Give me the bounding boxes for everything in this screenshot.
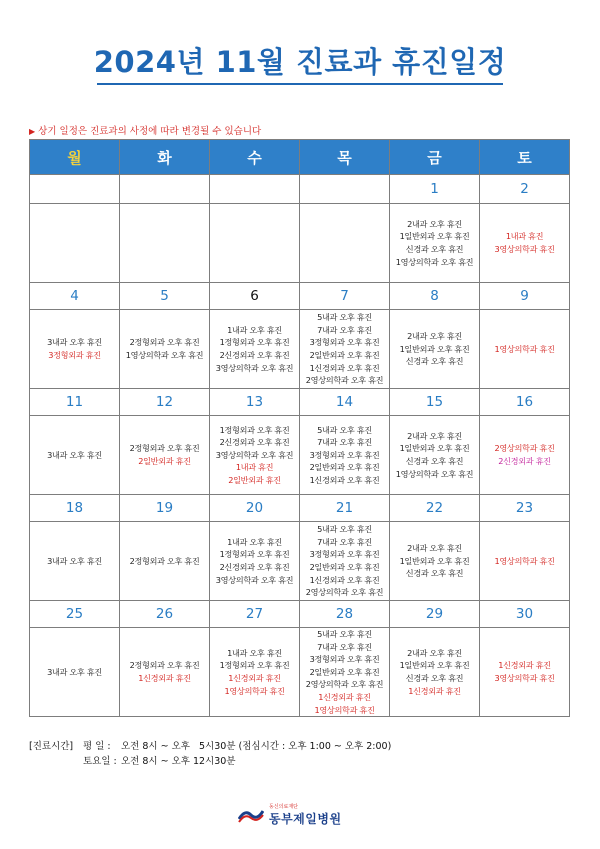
day-number: 26: [120, 601, 210, 628]
schedule-row: [30, 416, 570, 495]
day-number: 15: [390, 389, 480, 416]
closure-entry: 1정형외과 오후 휴진: [219, 660, 290, 671]
hours-spacer: [29, 754, 83, 769]
closure-entry: 5내과 오후 휴진: [317, 312, 372, 323]
weekday-mon: 월: [30, 140, 120, 175]
day-number: 5: [120, 283, 210, 310]
closure-entry: 2정형외과 오후 휴진: [129, 443, 200, 454]
day-number: 4: [30, 283, 120, 310]
day-schedule: [210, 204, 300, 283]
logo-name: 동부제일병원: [269, 812, 342, 826]
closure-entry: 3정형외과 휴진: [48, 350, 101, 360]
closure-entry: 3내과 오후 휴진: [47, 449, 102, 460]
day-schedule: [480, 310, 570, 389]
closure-entry: 신경과 오후 휴진: [405, 356, 464, 367]
closure-entry: 1정형외과 오후 휴진: [219, 424, 290, 435]
closure-entry: 5내과 오후 휴진: [317, 424, 372, 435]
weekday-sat: 토: [480, 140, 570, 175]
closure-entry: 1영상의학과 오후 휴진: [395, 256, 474, 267]
date-row: [30, 601, 570, 628]
date-row: [30, 283, 570, 310]
closure-entry: 신경과 오후 휴진: [405, 568, 464, 579]
closure-entry: 2영상의학과 오후 휴진: [305, 679, 384, 690]
closure-entry: 1신경외과 오후 휴진: [309, 574, 380, 585]
day-number: 27: [210, 601, 300, 628]
closure-entry: 2영상의학과 오후 휴진: [305, 375, 384, 386]
day-number: 20: [210, 495, 300, 522]
day-schedule: [120, 310, 210, 389]
notice: [29, 123, 261, 137]
closure-entry: 2내과 오후 휴진: [407, 430, 462, 441]
closure-entry: 3내과 오후 휴진: [47, 337, 102, 348]
day-schedule: [300, 522, 390, 601]
day-schedule: [210, 310, 300, 389]
day-schedule: [120, 628, 210, 717]
day-schedule: [30, 628, 120, 717]
day-schedule: [390, 628, 480, 717]
closure-entry: 2정형외과 오후 휴진: [129, 337, 200, 348]
day-number: 16: [480, 389, 570, 416]
schedule-row: [30, 522, 570, 601]
closure-entry: 2정형외과 오후 휴진: [129, 555, 200, 566]
day-schedule: [30, 310, 120, 389]
closure-entry: 7내과 오후 휴진: [317, 536, 372, 547]
closure-entry: 1일반외과 오후 휴진: [399, 343, 470, 354]
title-underline: [97, 83, 503, 85]
closure-entry: 1영상의학과 휴진: [494, 555, 555, 566]
day-schedule: [390, 204, 480, 283]
closure-entry: 1신경외과 휴진: [318, 691, 371, 702]
weekday-header-row: [30, 140, 570, 175]
closure-entry: 2내과 오후 휴진: [407, 331, 462, 342]
closure-entry: 2일반외과 휴진: [138, 456, 191, 466]
closure-entry: 7내과 오후 휴진: [317, 324, 372, 335]
closure-entry: 2일반외과 오후 휴진: [309, 562, 380, 572]
day-number: 21: [300, 495, 390, 522]
date-row: [30, 175, 570, 204]
closure-entry: 2영상의학과 휴진: [494, 443, 555, 454]
closure-entry: 2신경외과 오후 휴진: [219, 437, 290, 448]
hours-weekday-value: 오전 8시 ~ 오후 5시30분 (점심시간 : 오후 1:00 ~ 오후 2:00): [121, 741, 392, 752]
closure-entry: 5내과 오후 휴진: [317, 524, 372, 535]
closure-entry: 1신경외과 휴진: [498, 660, 551, 671]
closure-entry: 3영상의학과 휴진: [494, 673, 555, 684]
weekday-thu: 목: [300, 140, 390, 175]
closure-entry: 3정형외과 오후 휴진: [309, 449, 380, 460]
day-number: 28: [300, 601, 390, 628]
closure-entry: 1신경외과 오후 휴진: [309, 474, 380, 485]
closure-entry: 1영상의학과 오후 휴진: [125, 350, 204, 360]
closure-entry: 신경과 오후 휴진: [405, 673, 464, 684]
day-schedule: [480, 628, 570, 717]
closure-entry: 3내과 오후 휴진: [47, 666, 102, 677]
closure-entry: 3정형외과 오후 휴진: [309, 654, 380, 665]
closure-entry: 1영상의학과 오후 휴진: [395, 468, 474, 479]
calendar-body: [30, 175, 570, 717]
closure-entry: 1내과 휴진: [235, 462, 274, 473]
closure-entry: 1영상의학과 휴진: [494, 343, 555, 354]
closure-entry: 3영상의학과 오후 휴진: [215, 362, 294, 373]
closure-entry: 3정형외과 오후 휴진: [309, 337, 380, 348]
day-schedule: [30, 522, 120, 601]
day-number: 30: [480, 601, 570, 628]
logo-subtitle: 동신의료재단: [269, 804, 298, 810]
day-number: 1: [390, 175, 480, 204]
closure-entry: 7내과 오후 휴진: [317, 641, 372, 652]
schedule-row: [30, 204, 570, 283]
day-number: [30, 175, 120, 204]
day-number: 18: [30, 495, 120, 522]
date-row: [30, 495, 570, 522]
day-schedule: [480, 416, 570, 495]
calendar-table: [29, 139, 570, 717]
day-schedule: [30, 204, 120, 283]
closure-entry: 2신경외과 휴진: [498, 456, 551, 466]
closure-entry: 3내과 오후 휴진: [47, 555, 102, 566]
closure-entry: 1일반외과 오후 휴진: [399, 443, 470, 454]
day-number: 9: [480, 283, 570, 310]
hours-label: [진료시간]: [29, 741, 74, 752]
closure-entry: 2내과 오후 휴진: [407, 543, 462, 554]
closure-entry: 1일반외과 오후 휴진: [399, 660, 470, 671]
closure-entry: 7내과 오후 휴진: [317, 437, 372, 448]
day-schedule: [390, 416, 480, 495]
day-number: 22: [390, 495, 480, 522]
closure-entry: 1내과 오후 휴진: [227, 647, 282, 658]
closure-entry: 3정형외과 오후 휴진: [309, 549, 380, 560]
day-number: 13: [210, 389, 300, 416]
day-schedule: [300, 310, 390, 389]
closure-entry: 2내과 오후 휴진: [407, 647, 462, 658]
closure-entry: 2일반외과 휴진: [228, 474, 281, 485]
closure-entry: 2일반외과 오후 휴진: [309, 350, 380, 360]
schedule-row: [30, 310, 570, 389]
day-number: 2: [480, 175, 570, 204]
closure-entry: 5내과 오후 휴진: [317, 629, 372, 639]
day-number: 7: [300, 283, 390, 310]
closure-entry: 1정형외과 오후 휴진: [219, 549, 290, 560]
closure-entry: 2정형외과 오후 휴진: [129, 660, 200, 671]
day-number: 8: [390, 283, 480, 310]
closure-entry: 1내과 오후 휴진: [227, 536, 282, 547]
day-schedule: [210, 416, 300, 495]
day-schedule: [210, 628, 300, 717]
day-number: 29: [390, 601, 480, 628]
day-number: 14: [300, 389, 390, 416]
closure-entry: 3영상의학과 휴진: [494, 244, 555, 254]
day-number: 11: [30, 389, 120, 416]
hospital-logo-icon: [238, 807, 264, 823]
day-schedule: [300, 416, 390, 495]
day-number: 23: [480, 495, 570, 522]
closure-entry: 1내과 휴진: [505, 231, 544, 242]
closure-entry: 1정형외과 오후 휴진: [219, 337, 290, 348]
day-number: 25: [30, 601, 120, 628]
day-number: 12: [120, 389, 210, 416]
weekday-wed: 수: [210, 140, 300, 175]
day-number: [300, 175, 390, 204]
day-number: [120, 175, 210, 204]
day-schedule: [300, 204, 390, 283]
clinic-hours: [29, 739, 391, 769]
day-schedule: [120, 204, 210, 283]
day-schedule: [30, 416, 120, 495]
weekday-tue: 화: [120, 140, 210, 175]
closure-entry: 2신경외과 오후 휴진: [219, 350, 290, 360]
triangle-right-icon: ▶: [29, 127, 36, 136]
day-schedule: [480, 204, 570, 283]
day-number: 19: [120, 495, 210, 522]
closure-entry: 1영상의학과 휴진: [314, 704, 375, 715]
closure-entry: 신경과 오후 휴진: [405, 456, 464, 466]
closure-entry: 1신경외과 휴진: [408, 685, 461, 696]
schedule-row: [30, 628, 570, 717]
closure-entry: 2내과 오후 휴진: [407, 218, 462, 229]
day-schedule: [210, 522, 300, 601]
closure-entry: 신경과 오후 휴진: [405, 244, 464, 254]
closure-entry: 1일반외과 오후 휴진: [399, 231, 470, 242]
weekday-fri: 금: [390, 140, 480, 175]
closure-entry: 1신경외과 휴진: [228, 673, 281, 684]
page-title: 2024년 11월 진료과 휴진일정: [93, 45, 507, 79]
day-number: [210, 175, 300, 204]
hours-weekday-label: 평 일 :: [83, 741, 111, 752]
closure-entry: 2일반외과 오후 휴진: [309, 666, 380, 677]
day-number: 6: [210, 283, 300, 310]
closure-entry: 1신경외과 오후 휴진: [309, 362, 380, 373]
closure-entry: 1내과 오후 휴진: [227, 324, 282, 335]
day-schedule: [300, 628, 390, 717]
day-schedule: [120, 522, 210, 601]
hospital-logo: [238, 803, 342, 827]
closure-entry: 1영상의학과 휴진: [224, 685, 285, 696]
hours-saturday-label: 토요일 :: [83, 756, 117, 767]
day-schedule: [480, 522, 570, 601]
closure-entry: 1일반외과 오후 휴진: [399, 555, 470, 566]
day-schedule: [390, 310, 480, 389]
hours-saturday-value: 오전 8시 ~ 오후 12시30분: [121, 756, 236, 767]
closure-entry: 2영상의학과 오후 휴진: [305, 587, 384, 598]
closure-entry: 1신경외과 휴진: [138, 673, 191, 684]
date-row: [30, 389, 570, 416]
closure-entry: 3영상의학과 오후 휴진: [215, 449, 294, 460]
notice-text: 상기 일정은 진료과의 사정에 따라 변경될 수 있습니다: [38, 126, 262, 137]
closure-entry: 2일반외과 오후 휴진: [309, 462, 380, 473]
day-schedule: [390, 522, 480, 601]
day-schedule: [120, 416, 210, 495]
hours-saturday-row: [29, 754, 391, 769]
closure-entry: 2신경외과 오후 휴진: [219, 562, 290, 572]
hours-weekday-row: [29, 739, 391, 754]
closure-entry: 3영상의학과 오후 휴진: [215, 574, 294, 585]
